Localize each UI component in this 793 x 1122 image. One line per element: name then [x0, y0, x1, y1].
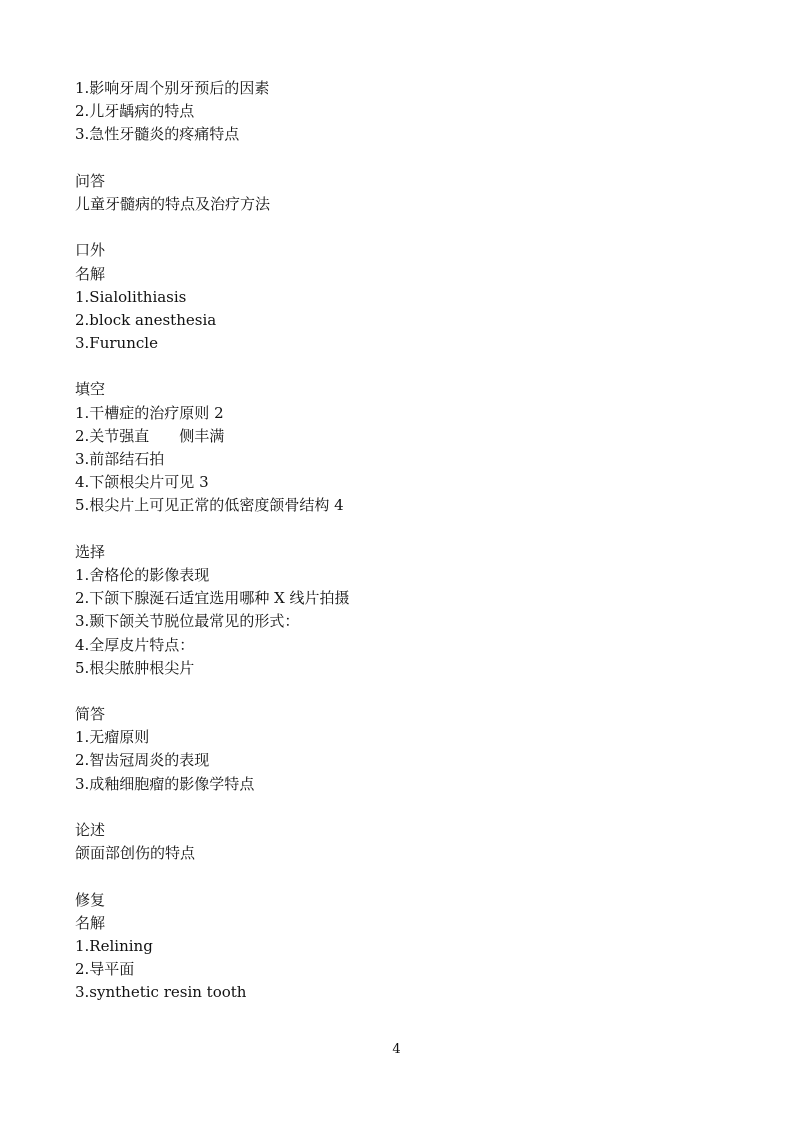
list-item: 2.关节强直 侧丰满	[75, 426, 225, 445]
list-item: 1.无瘤原则	[75, 728, 150, 747]
list-item: 3.急性牙髓炎的疼痛特点	[75, 125, 240, 144]
subsection-heading: 名解	[75, 264, 106, 283]
list-item: 3.成釉细胞瘤的影像学特点	[75, 774, 255, 793]
page-number: 4	[392, 1042, 401, 1057]
section-gap	[75, 216, 715, 239]
list-item: 2.下颌下腺涎石适宜选用哪种 X 线片拍摄	[75, 589, 350, 608]
section-xiufu	[75, 889, 715, 1005]
list-item: 2.儿牙龋病的特点	[75, 102, 195, 121]
continuation-list	[75, 77, 715, 147]
section-heading: 问答	[75, 171, 106, 190]
list-item: 1.Sialolithiasis	[75, 287, 187, 306]
section-heading: 口外	[75, 241, 106, 260]
section-tiankong	[75, 378, 715, 517]
section-heading: 简答	[75, 705, 106, 724]
list-item: 4.下颌根尖片可见 3	[75, 473, 209, 492]
section-gap	[75, 796, 715, 819]
section-gap	[75, 355, 715, 378]
list-item: 1.舍格伦的影像表现	[75, 565, 210, 584]
list-item: 儿童牙髓病的特点及治疗方法	[75, 194, 271, 213]
list-item: 3.颞下颌关节脱位最常见的形式：	[75, 612, 300, 631]
list-item: 2.智齿冠周炎的表现	[75, 751, 210, 770]
section-heading: 填空	[75, 380, 106, 399]
section-gap	[75, 680, 715, 703]
subsection-heading: 名解	[75, 913, 106, 932]
list-item: 2.block anesthesia	[75, 310, 217, 329]
section-wenda	[75, 170, 715, 216]
section-jianda	[75, 703, 715, 796]
list-item: 3.synthetic resin tooth	[75, 983, 247, 1002]
section-heading: 修复	[75, 890, 106, 909]
list-item: 4.全厚皮片特点：	[75, 635, 195, 654]
list-item: 2.导平面	[75, 960, 135, 979]
list-item: 1.干槽症的治疗原则 2	[75, 403, 224, 422]
section-xuanze	[75, 541, 715, 680]
list-item: 颌面部创伤的特点	[75, 844, 196, 863]
section-heading: 选择	[75, 542, 106, 561]
list-item: 1.影响牙周个别牙预后的因素	[75, 79, 270, 97]
section-heading: 论述	[75, 821, 106, 839]
section-kouwai	[75, 239, 715, 355]
list-item: 5.根尖脓肿根尖片	[75, 658, 195, 677]
document-page	[75, 77, 715, 1005]
list-item: 3.Furuncle	[75, 334, 158, 353]
section-lunshu	[75, 819, 715, 865]
list-item: 3.前部结石拍	[75, 450, 165, 468]
section-gap	[75, 147, 715, 170]
section-gap	[75, 865, 715, 888]
list-item: 5.根尖片上可见正常的低密度颌骨结构 4	[75, 496, 344, 515]
section-gap	[75, 518, 715, 541]
list-item: 1.Relining	[75, 936, 153, 955]
